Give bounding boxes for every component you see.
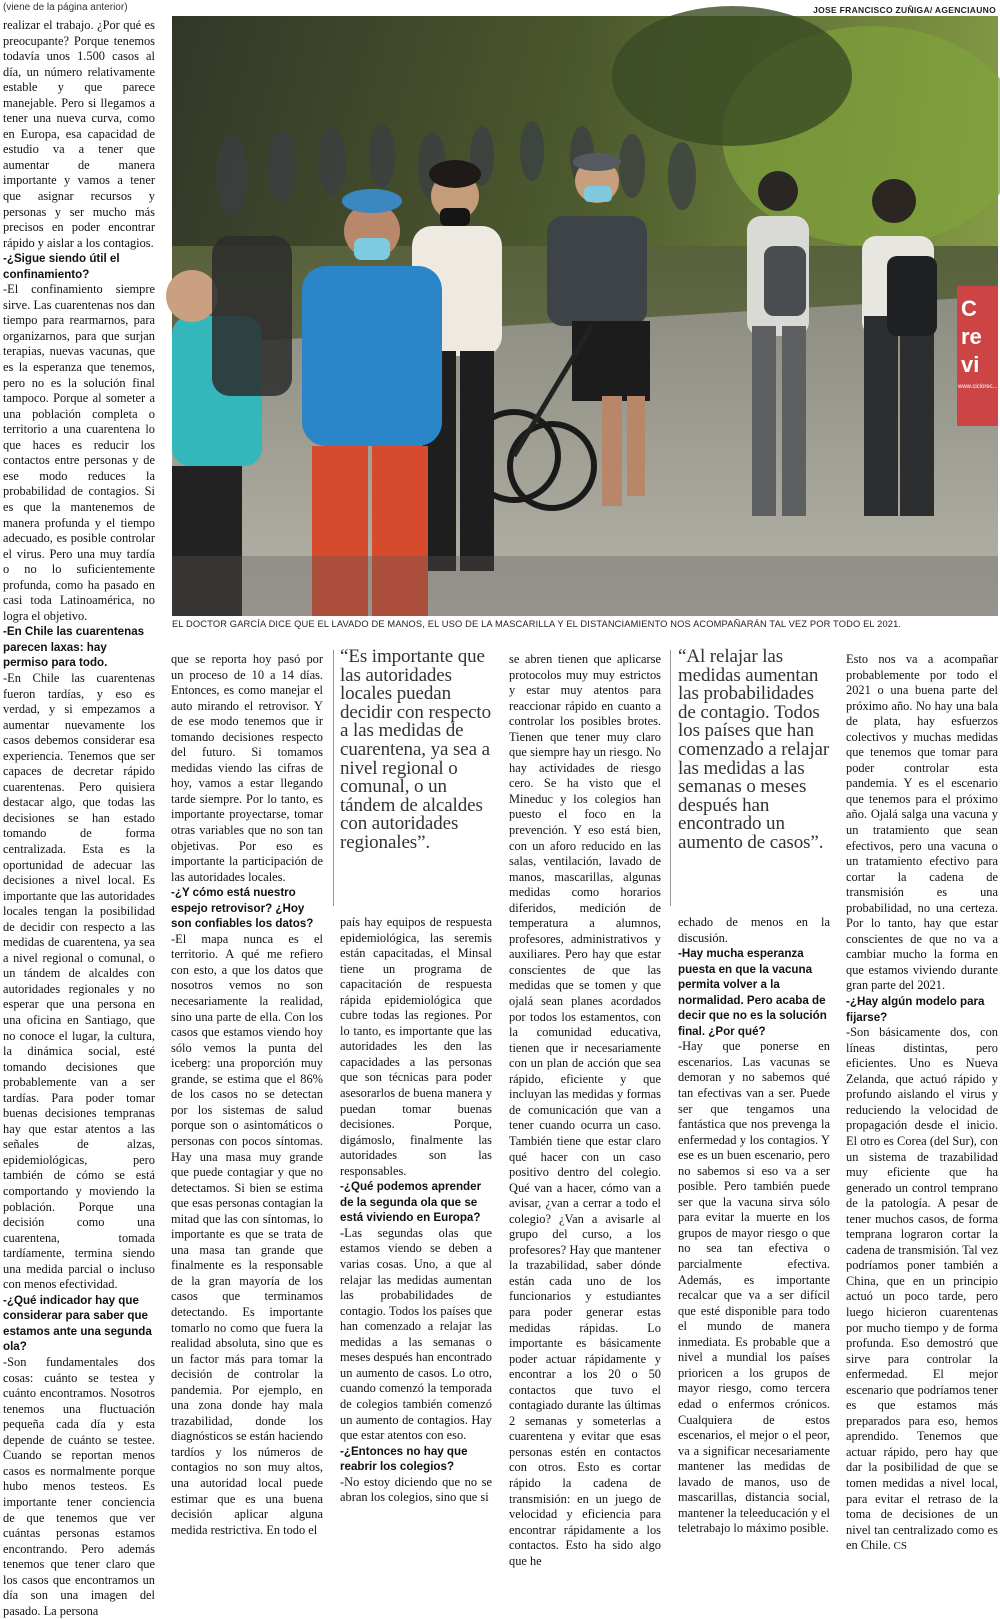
sign-url: www.ciclorec... bbox=[958, 384, 998, 390]
pull-quote-right: “Al relajar las medidas aumentan las probabilidades de contagio. Todos los países que han comenzado a relajar las medidas a las semanas o meses después han encontrado un aumento de casos”. bbox=[678, 646, 830, 853]
article-column-2 bbox=[171, 652, 323, 1537]
article-column-1 bbox=[3, 18, 155, 1618]
interview-question: -¿Sigue siendo útil el confinamiento? bbox=[3, 252, 120, 281]
article-column-6 bbox=[846, 652, 999, 1553]
interview-answer: país hay equipos de respuesta epidemiológica, las seremis están capacitadas, el Minsal tiene un programa de capacitación de respuesta rápida epidemiológica que cubre todas las regiones. Por lo tanto, es importante que las autoridades les den las capacidades a las personas que son técnicas para poder asesorarlos de buena manera y puedan tomar buenas decisiones. Porque, digámoslo, finalmente las autoridades son las responsables. bbox=[340, 915, 492, 1178]
interview-answer: echado de menos en la discusión. bbox=[678, 915, 830, 945]
interview-question: -¿Qué podemos aprender de la segunda ola que se está viviendo en Europa? bbox=[340, 1180, 482, 1225]
interview-answer: -El mapa nunca es el territorio. A qué me refiero con esto, a que los datos que nosotros vemos no son necesariamente la realidad, sino una parte de ella. Con los casos que estamos viendo hoy sólo vemos la punta del iceberg: una proporción muy grande, se estima que el 86% de los casos no se detectan por los sistemas de salud porque son o asintomáticos o personas con pocos síntomas. Hay una masa muy grande que puede contagiar y que no detectamos. Si bien se estima que esas personas contagian la mitad que las con síntomas, lo importante es que se trata de una masa tan grande que finalmente es la responsable de la gran mayoría de los casos que terminamos detectando. Es importante tomarlo no como que fuera la realidad absoluta, sino que es un factor más para tomar la decisión de controlar la pandemia. Por ejemplo, en una zona donde hay mala trazabilidad, donde los diagnósticos se están haciendo tardíos y los números de contagios no son muy altos, una autoridad local puede estimar que es una buena decisión aplicar alguna medida restrictiva. En todo el bbox=[171, 931, 323, 1537]
article-column-4 bbox=[509, 652, 661, 1568]
photo-credit: JOSE FRANCISCO ZUÑIGA/ AGENCIAUNO bbox=[813, 5, 996, 15]
interview-answer: -Son fundamentales dos cosas: cuánto se testea y cuánto encontramos. Nosotros tenemos una fluctuación pequeña cada día y esta depende de cuánto se testee. Cuando se reportan menos casos es normalmente porque hubo menos testeos. Es importante tener conciencia de que tenemos que ver cuántas personas estamos encontrando. Pero además tenemos que tener claro que los casos que encontramos un día son una imagen del pasado. La persona bbox=[3, 1355, 155, 1618]
interview-answer: -Hay que ponerse en escenarios. Las vacunas se demoran y no sabemos qué tan efectivas van a ser. Puede ser que tengamos una fantástica que nos prevenga la enfermedad y los contagios. Y ese es un buen escenario, pero no sabemos si eso va a ser posible. Pero también puede ser que la vacuna sirva sólo para evitar la muerte en los grupos de mayor riesgo o que no sea tan efectiva o parcialmente efectiva. Además, es importante recalcar que va a ser difícil que esté disponible para todo el mundo de manera inmediata. Es probable que a nivel a mundial los países prioricen a los grupos de mayor riesgo, como tercera edad o enfermos crónicos. Cualquiera de estos escenarios, el mejor o el peor, va a significar necesariamente mantener las medidas de lavado de manos, uso de mascarillas, distancia social, mantener la teleeducación y el teletrabajo lo máximo posible. bbox=[678, 1039, 830, 1536]
interview-answer: -No estoy diciendo que no se abran los colegios, sino que si bbox=[340, 1474, 492, 1505]
interview-answer: Esto nos va a acompañar probablemente por todo el 2021 o una buena parte del próximo año. No hay una bala de plata, hay esfuerzos colectivos y muchas medidas que tenemos que tomar para poder controlar esta pandemia. Y es el escenario que tenemos para el próximo año. Ojalá salga una vacuna y un tratamiento que sean efectivos, pero una vacuna o un tratamiento efectivo para cortar la cadena de transmisión es una probabilidad, no una certeza. Por lo tanto, hay que estar conscientes de que no va a cambiar mucho la forma en que estamos viviendo durante gran parte del 2021. bbox=[846, 652, 998, 993]
pull-quote-left: “Es importante que las autoridades locales puedan decidir con respecto a las medidas de cuarentena, ya sea a nivel regional o comunal, o un tándem de alcaldes con autoridades regionales”. bbox=[340, 646, 491, 853]
article-column-3 bbox=[340, 915, 492, 1505]
interview-answer: -Las segundas olas que estamos viendo se deben a varias cosas. Uno, a que al relajar las medidas aumentan las probabilidades de contagio. Todos los países que han comenzado a relajar las medidas a las semanas o meses después han encontrado un aumento de casos. Lo otro, cuando comenzó la temporada de colegios también comenzó un aumento de contagios. Hay que estar atentos con eso. bbox=[340, 1225, 492, 1443]
news-photo bbox=[172, 16, 998, 616]
interview-answer: que se reporta hoy pasó por un proceso de 10 a 14 días. Entonces, es como manejar el auto mirando el retrovisor. Y de ese modo tenemos que ir tomando decisiones respecto del futuro. Si tomamos medidas viendo las cifras de hoy, vamos a estar llegando tarde siempre. Por lo tanto, es importante proyectarse, tomar otras variables que no son tan objetivas. Por eso es importante la participación de las autoridades locales. bbox=[171, 652, 323, 884]
sign-letter: re bbox=[961, 324, 982, 349]
interview-answer: -Son básicamente dos, con líneas distintas, pero eficientes. Uno es Nueva Zelanda, que actuó rápido y profundo aislando el virus y reduciendo la velocidad de propagación desde el inicio. El otro es Corea (del Sur), con un sistema de trazabilidad muy eficiente que ha generado un control temprano de la patología. A pesar de tener muchos casos, de forma temprana lograron cortar la cadena de transmisión. Tal vez podríamos poner también a China, que en un principio actuó un poco tarde, pero luego hicieron cuarentenas por mucho tiempo y de forma profunda. Eso demostró que sirve para controlar la enfermedad. El mejor escenario que podríamos tener es que estamos más preparados para eso, hemos aprendido. Tenemos que actuar rápido, pero hay que dar la posibilidad de que se tomen medidas a nivel local, para evitar el retraso de la toma de decisiones de un nivel tan centralizado como es en Chile. CS bbox=[846, 1025, 999, 1553]
interview-question: -Hay mucha esperanza puesta en que la vacuna permita volver a la normalidad. Pero acaba de decir que no es la solución final. ¿Por qué? bbox=[678, 947, 827, 1038]
column-rule bbox=[670, 650, 671, 906]
end-mark: CS bbox=[890, 1540, 907, 1553]
article-column-5 bbox=[678, 915, 830, 1536]
interview-answer: realizar el trabajo. ¿Por qué es preocupante? Porque tenemos todavía unos 1.500 casos al día, un número relativamente estable y que parece manejable. Pero si llegamos a tener una nueva curva, como en Europa, esa capacidad de estudio va a tener que aumentar de manera importante y vamos a tener que asignar recursos y personas y ser mucho más precisos en poder encontrar rápido y aislar a los contagios. bbox=[3, 18, 155, 250]
crowd-photo-illustration bbox=[172, 16, 998, 616]
interview-question: -¿Y cómo está nuestro espejo retrovisor? ¿Hoy son confiables los datos? bbox=[171, 886, 314, 931]
interview-answer: se abren tienen que aplicarse protocolos muy muy estrictos y estar muy atentos para reaccionar rápido en cuanto a controlar los posibles brotes. Tienen que tener muy claro que siempre hay un riesgo. No hay actividades de riesgo cero. Se ha visto que el Mineduc y los colegios han puesto el foco en la prevención. Y eso está bien, con un aforo reducido en las salas, ventilación, lavado de manos, mascarillas, algunas medidas como horarios diferidos, medición de temperatura a alumnos, profesores, administrativos y auxiliares. Pero hay que estar conscientes de que las medidas que se tomen y que ojalá sean planes acordados por todos los estamentos, con la comunidad educativa, tienen que ir necesariamente con un plan de acción que sea rápido, eficiente y que incluyan las medidas y formas de comunicación que van a tener cuando ocurra un caso. También tiene que estar claro qué hacer con un caso positivo dentro del colegio. Qué van a hacer, cómo van a avisar, ¿van a cerrar a todo el colegio? ¿Van a avisarle al grupo del curso, a los profesores? Hay que mantener la trazabilidad, saber dónde están cada uno de los funcionarios y estudiantes para poder generar estas medidas rápidas. Lo importante es básicamente poder actuar rápidamente y encontrar a los 20 o 50 contactos que tuvo el contagiado durante las últimas 2 semanas y someterlas a cuarentena y evitar que esas personas estén en contactos con otros. Esto es cortar rápido la cadena de transmisión: en un juego de velocidad y eficiencia para encontrar rápidamente a los contactos. Esto ha sido algo que he bbox=[509, 652, 661, 1568]
photo-caption: EL DOCTOR GARCÍA DICE QUE EL LAVADO DE MANOS, EL USO DE LA MASCARILLA Y EL DISTANCIAMIENTO NOS ACOMPAÑARÁN TAL VEZ POR TODO EL 2021. bbox=[172, 619, 902, 629]
column-rule bbox=[333, 650, 334, 906]
interview-answer: -En Chile las cuarentenas fueron tardías, y eso es verdad, y si empezamos a aumentar nuevamente los casos debemos considerar esa experiencia. Tenemos que ser capaces de decretar rápido cuarentenas. Pero quisiera destacar algo, que todas las decisiones se han estado tomando de forma centralizada. Esta es la oportunidad de adecuar las decisiones a nivel local. Es importante que las autoridades locales tengan la posibilidad de decidir con respecto a las medidas de cuarentena, ya sea a nivel regional o comunal, o un tándem de alcaldes con autoridades regionales y no esperar que una persona en una oficina en Santiago, que no conoce el lugar, la cultura, la dinámica social, esté tomando decisiones que probablemente van a ser tardías. Para poder tomar buenas decisiones tempranas hay que estar atentos a las señales de alzas, epidemiológicas, pero también de cómo se está comportando y moviendo la población. Porque una decisión como una cuarentena, tomada tardíamente, termina siendo una medida parcial o incluso con menos efectividad. bbox=[3, 670, 155, 1292]
interview-answer: -El confinamiento siempre sirve. Las cuarentenas nos dan tiempo para rearmarnos, para organizarnos, para que surjan terapias, nuevas vacunas, que es la esperanza que tenemos, pero no es la solución final tampoco. Porque al someter a una población completa o territorio a una cuarentena lo que haces es reducir los contactos entre personas y de ese modo reduces la probabilidad de contagios. Si es que la mantenemos de manera profunda y el tiempo adecuado, es posible controlar el virus. Pero una muy tardía o no lo suficientemente profunda, como ha pasado en casi toda Latinoamérica, no logra el objetivo. bbox=[3, 282, 155, 623]
interview-question: -¿Entonces no hay que reabrir los colegios? bbox=[340, 1444, 468, 1474]
interview-question: -En Chile las cuarentenas parecen laxas: hay permiso para todo. bbox=[3, 625, 145, 670]
interview-question: -¿Hay algún modelo para fijarse? bbox=[846, 995, 985, 1024]
sign-letter: C bbox=[961, 296, 977, 321]
continued-note: (viene de la página anterior) bbox=[3, 2, 128, 13]
interview-question: -¿Qué indicador hay que considerar para saber que estamos ante una segunda ola? bbox=[3, 1293, 152, 1354]
sign-letter: vi bbox=[961, 352, 980, 377]
